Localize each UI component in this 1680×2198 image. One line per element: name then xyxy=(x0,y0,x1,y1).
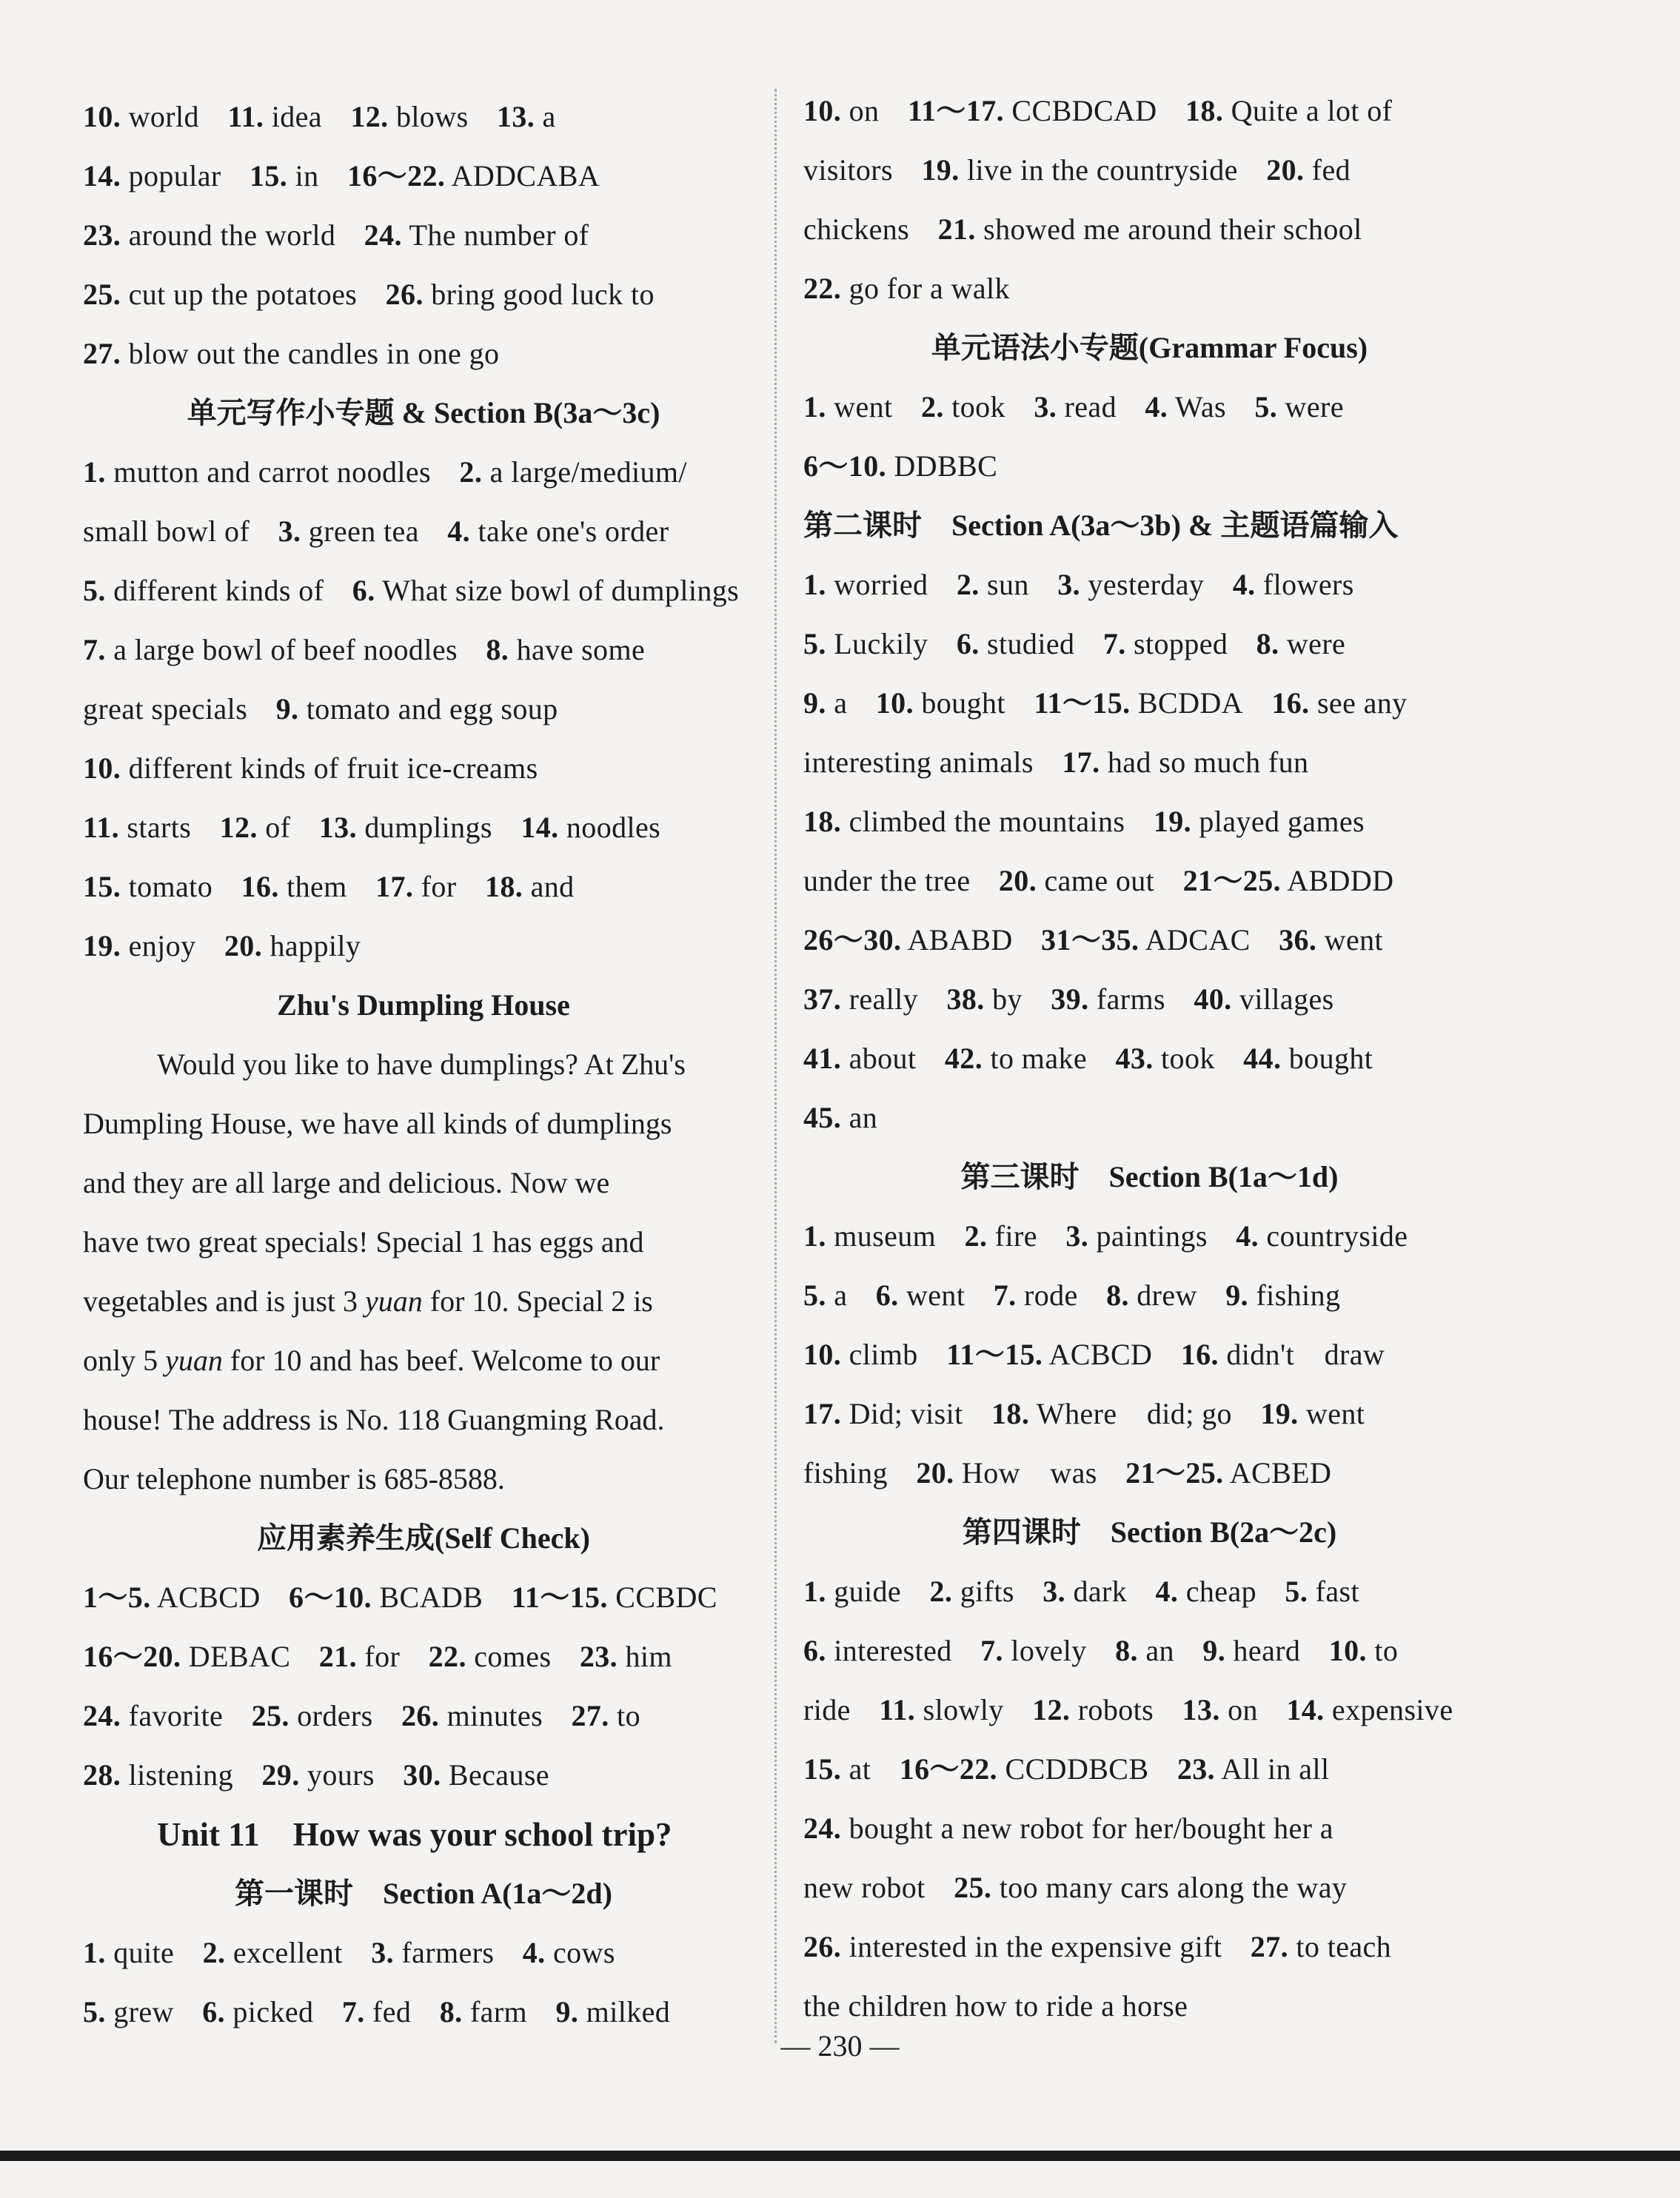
answer-line: fishing 20. How was 21～25. ACBED xyxy=(803,1456,1332,1490)
answer-line: 37. really 38. by 39. farms 40. villages xyxy=(803,982,1334,1016)
passage-line: Our telephone number is 685-8588. xyxy=(83,1462,505,1495)
answer-line: 1. worried 2. sun 3. yesterday 4. flowers xyxy=(803,568,1354,601)
passage-line: house! The address is No. 118 Guangming Road. xyxy=(83,1403,665,1436)
answer-line: 5. a 6. went 7. rode 8. drew 9. fishing xyxy=(803,1279,1341,1312)
answer-line: 5. Luckily 6. studied 7. stopped 8. were xyxy=(803,627,1346,660)
answer-line: 26～30. ABABD 31～35. ADCAC 36. went xyxy=(803,923,1384,956)
column-divider xyxy=(774,89,777,2043)
answer-line: 1. went 2. took 3. read 4. Was 5. were xyxy=(803,390,1344,423)
unit-title: Unit 11 How was your school trip? xyxy=(157,1816,672,1853)
passage-line: vegetables and is just 3 yuan for 10. Special 2 is xyxy=(83,1284,653,1318)
page-number: — 230 — xyxy=(780,2029,900,2063)
section-heading: 单元语法小专题(Grammar Focus) xyxy=(931,331,1368,364)
answer-line: 25. cut up the potatoes 26. bring good luck to xyxy=(83,278,655,311)
left-column xyxy=(83,87,764,2042)
right-column xyxy=(803,81,1496,2036)
answer-line: 10. different kinds of fruit ice-creams xyxy=(83,751,538,785)
answer-line: visitors 19. live in the countryside 20. fed xyxy=(803,153,1351,187)
answer-line: under the tree 20. came out 21～25. ABDDD xyxy=(803,864,1394,897)
answer-line: 1～5. ACBCD 6～10. BCADB 11～15. CCBDC xyxy=(83,1581,717,1614)
answer-line: 15. at 16～22. CCDDBCB 23. All in all xyxy=(803,1752,1330,1786)
answer-line: 1. museum 2. fire 3. paintings 4. countryside xyxy=(803,1219,1408,1253)
answer-line: 19. enjoy 20. happily xyxy=(83,929,361,962)
answer-line: 6～10. DDBBC xyxy=(803,449,998,483)
answer-line: 1. mutton and carrot noodles 2. a large/medium/ xyxy=(83,455,687,489)
answer-line: 22. go for a walk xyxy=(803,272,1010,305)
answer-line: 10. on 11～17. CCBDCAD 18. Quite a lot of xyxy=(803,94,1393,127)
lesson-heading: 第四课时 Section B(2a～2c) xyxy=(962,1515,1337,1549)
passage-line: and they are all large and delicious. Now we xyxy=(83,1166,610,1199)
answer-line: great specials 9. tomato and egg soup xyxy=(83,692,558,726)
passage-line: have two great specials! Special 1 has eggs and xyxy=(83,1225,644,1259)
answer-line: 18. climbed the mountains 19. played games xyxy=(803,805,1365,838)
answer-line: 28. listening 29. yours 30. Because xyxy=(83,1758,549,1792)
passage-title: Zhu's Dumpling House xyxy=(277,988,570,1022)
answer-line: 14. popular 15. in 16～22. ADDCABA xyxy=(83,159,600,192)
answer-line: 5. different kinds of 6. What size bowl of dumplings xyxy=(83,574,740,607)
answer-line: 9. a 10. bought 11～15. BCDDA 16. see any xyxy=(803,686,1408,720)
lesson-heading: 第一课时 Section A(1a～2d) xyxy=(235,1877,612,1910)
lesson-heading: 第二课时 Section A(3a～3b) & 主题语篇输入 xyxy=(803,509,1399,542)
answer-line: 41. about 42. to make 43. took 44. bought xyxy=(803,1042,1373,1075)
answer-line: small bowl of 3. green tea 4. take one's order xyxy=(83,515,669,548)
passage-line: only 5 yuan for 10 and has beef. Welcome to our xyxy=(83,1344,660,1377)
lesson-heading: 第三课时 Section B(1a～1d) xyxy=(960,1160,1339,1193)
answer-line: 27. blow out the candles in one go xyxy=(83,337,500,370)
footer-rule xyxy=(0,2151,1680,2161)
answer-line: new robot 25. too many cars along the way xyxy=(803,1871,1348,1904)
passage-line: Would you like to have dumplings? At Zhu's xyxy=(157,1048,686,1081)
answer-line: 11. starts 12. of 13. dumplings 14. noodles xyxy=(83,811,661,844)
answer-line: 1. quite 2. excellent 3. farmers 4. cows xyxy=(83,1936,615,1969)
answer-line: 45. an xyxy=(803,1101,878,1134)
answer-line: 1. guide 2. gifts 3. dark 4. cheap 5. fast xyxy=(803,1575,1359,1608)
passage-line: Dumpling House, we have all kinds of dumplings xyxy=(83,1107,672,1140)
answer-line: 17. Did; visit 18. Where did; go 19. went xyxy=(803,1397,1365,1430)
answer-line: 26. interested in the expensive gift 27. to teach xyxy=(803,1930,1392,1963)
answer-line: chickens 21. showed me around their school xyxy=(803,212,1362,246)
answer-line: 5. grew 6. picked 7. fed 8. farm 9. milked xyxy=(83,1995,671,2028)
section-heading: 单元写作小专题 & Section B(3a～3c) xyxy=(187,396,660,429)
answer-line: interesting animals 17. had so much fun xyxy=(803,745,1309,779)
answer-line: the children how to ride a horse xyxy=(803,1989,1188,2023)
answer-line: 7. a large bowl of beef noodles 8. have some xyxy=(83,633,646,666)
answer-line: 23. around the world 24. The number of xyxy=(83,218,589,252)
answer-line: ride 11. slowly 12. robots 13. on 14. expensive xyxy=(803,1693,1453,1726)
section-heading: 应用素养生成(Self Check) xyxy=(257,1521,590,1555)
answer-line: 15. tomato 16. them 17. for 18. and xyxy=(83,870,575,903)
answer-line: 10. climb 11～15. ACBCD 16. didn't draw xyxy=(803,1338,1385,1371)
answer-line: 16～20. DEBAC 21. for 22. comes 23. him xyxy=(83,1640,672,1673)
answer-line: 6. interested 7. lovely 8. an 9. heard 10. to xyxy=(803,1634,1399,1667)
answer-line: 24. favorite 25. orders 26. minutes 27. to xyxy=(83,1699,640,1732)
answer-line: 10. world 11. idea 12. blows 13. a xyxy=(83,100,556,133)
answer-line: 24. bought a new robot for her/bought her a xyxy=(803,1812,1333,1845)
